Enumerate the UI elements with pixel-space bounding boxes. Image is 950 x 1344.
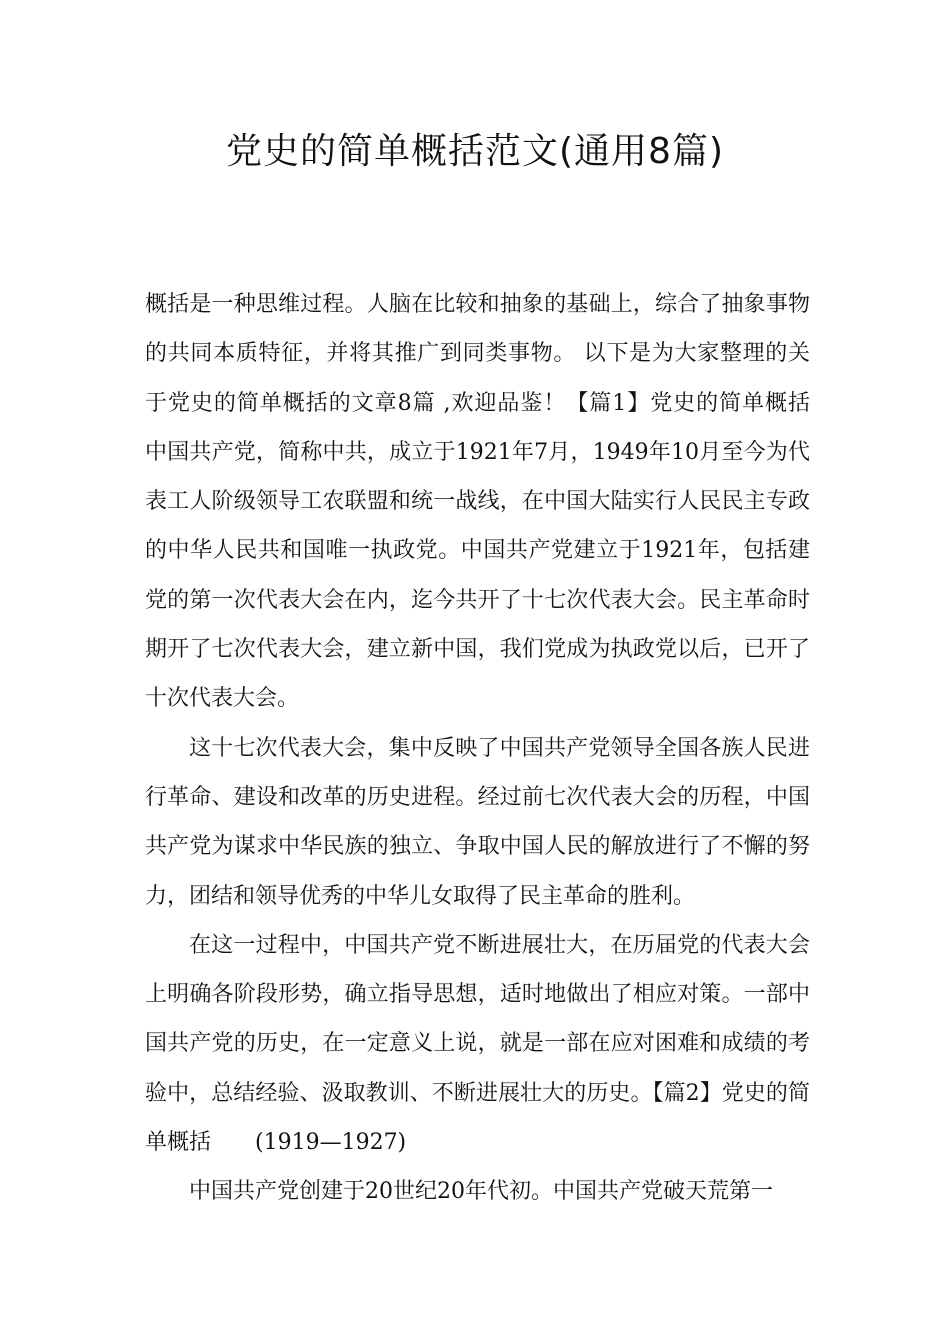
document-title: 党史的简单概括范文(通用8篇): [226, 131, 724, 172]
document-body: [145, 280, 855, 1217]
paragraph-congress-history: 这十七次代表大会，集中反映了中国共产党领导全国各族人民进行革命、建设和改革的历史进程。经过前七次代表大会的历程，中国共产党为谋求中华民族的独立、争取中国人民的解放进行了不懈的努力，团结和领导优秀的中华儿女取得了民主革命的胜利。: [145, 735, 810, 909]
paragraph-party-development: 在这一过程中，中国共产党不断进展壮大，在历届党的代表大会上明确各阶段形势，确立指导思想，适时地做出了相应对策。一部中国共产党的历史，在一定意义上说，就是一部在应对困难和成绩的考验中，总结经验、汲取教训、不断进展壮大的历史。【篇2】党史的简单概括 (1919—1927): [145, 932, 810, 1156]
paragraph-intro: 概括是一种思维过程。人脑在比较和抽象的基础上，综合了抽象事物的共同本质特征，并将其推广到同类事物。 以下是为大家整理的关于党史的简单概括的文章8篇 ,欢迎品鉴！【篇1】党史的简单概括 中国共产党，简称中共，成立于1921年7月，1949年10月至今为代表工人阶级领导工农联盟和统一战线，在中国大陆实行人民民主专政的中华人民共和国唯一执政党。中国共产党建立于1921年，包括建党的第一次代表大会在内，迄今共开了十七次代表大会。民主革命时期开了七次代表大会，建立新中国，我们党成为执政党以后，已开了十次代表大会。: [145, 292, 855, 712]
paragraph-party-founding: 中国共产党创建于20世纪20年代初。中国共产党破天荒第一: [189, 1179, 773, 1205]
